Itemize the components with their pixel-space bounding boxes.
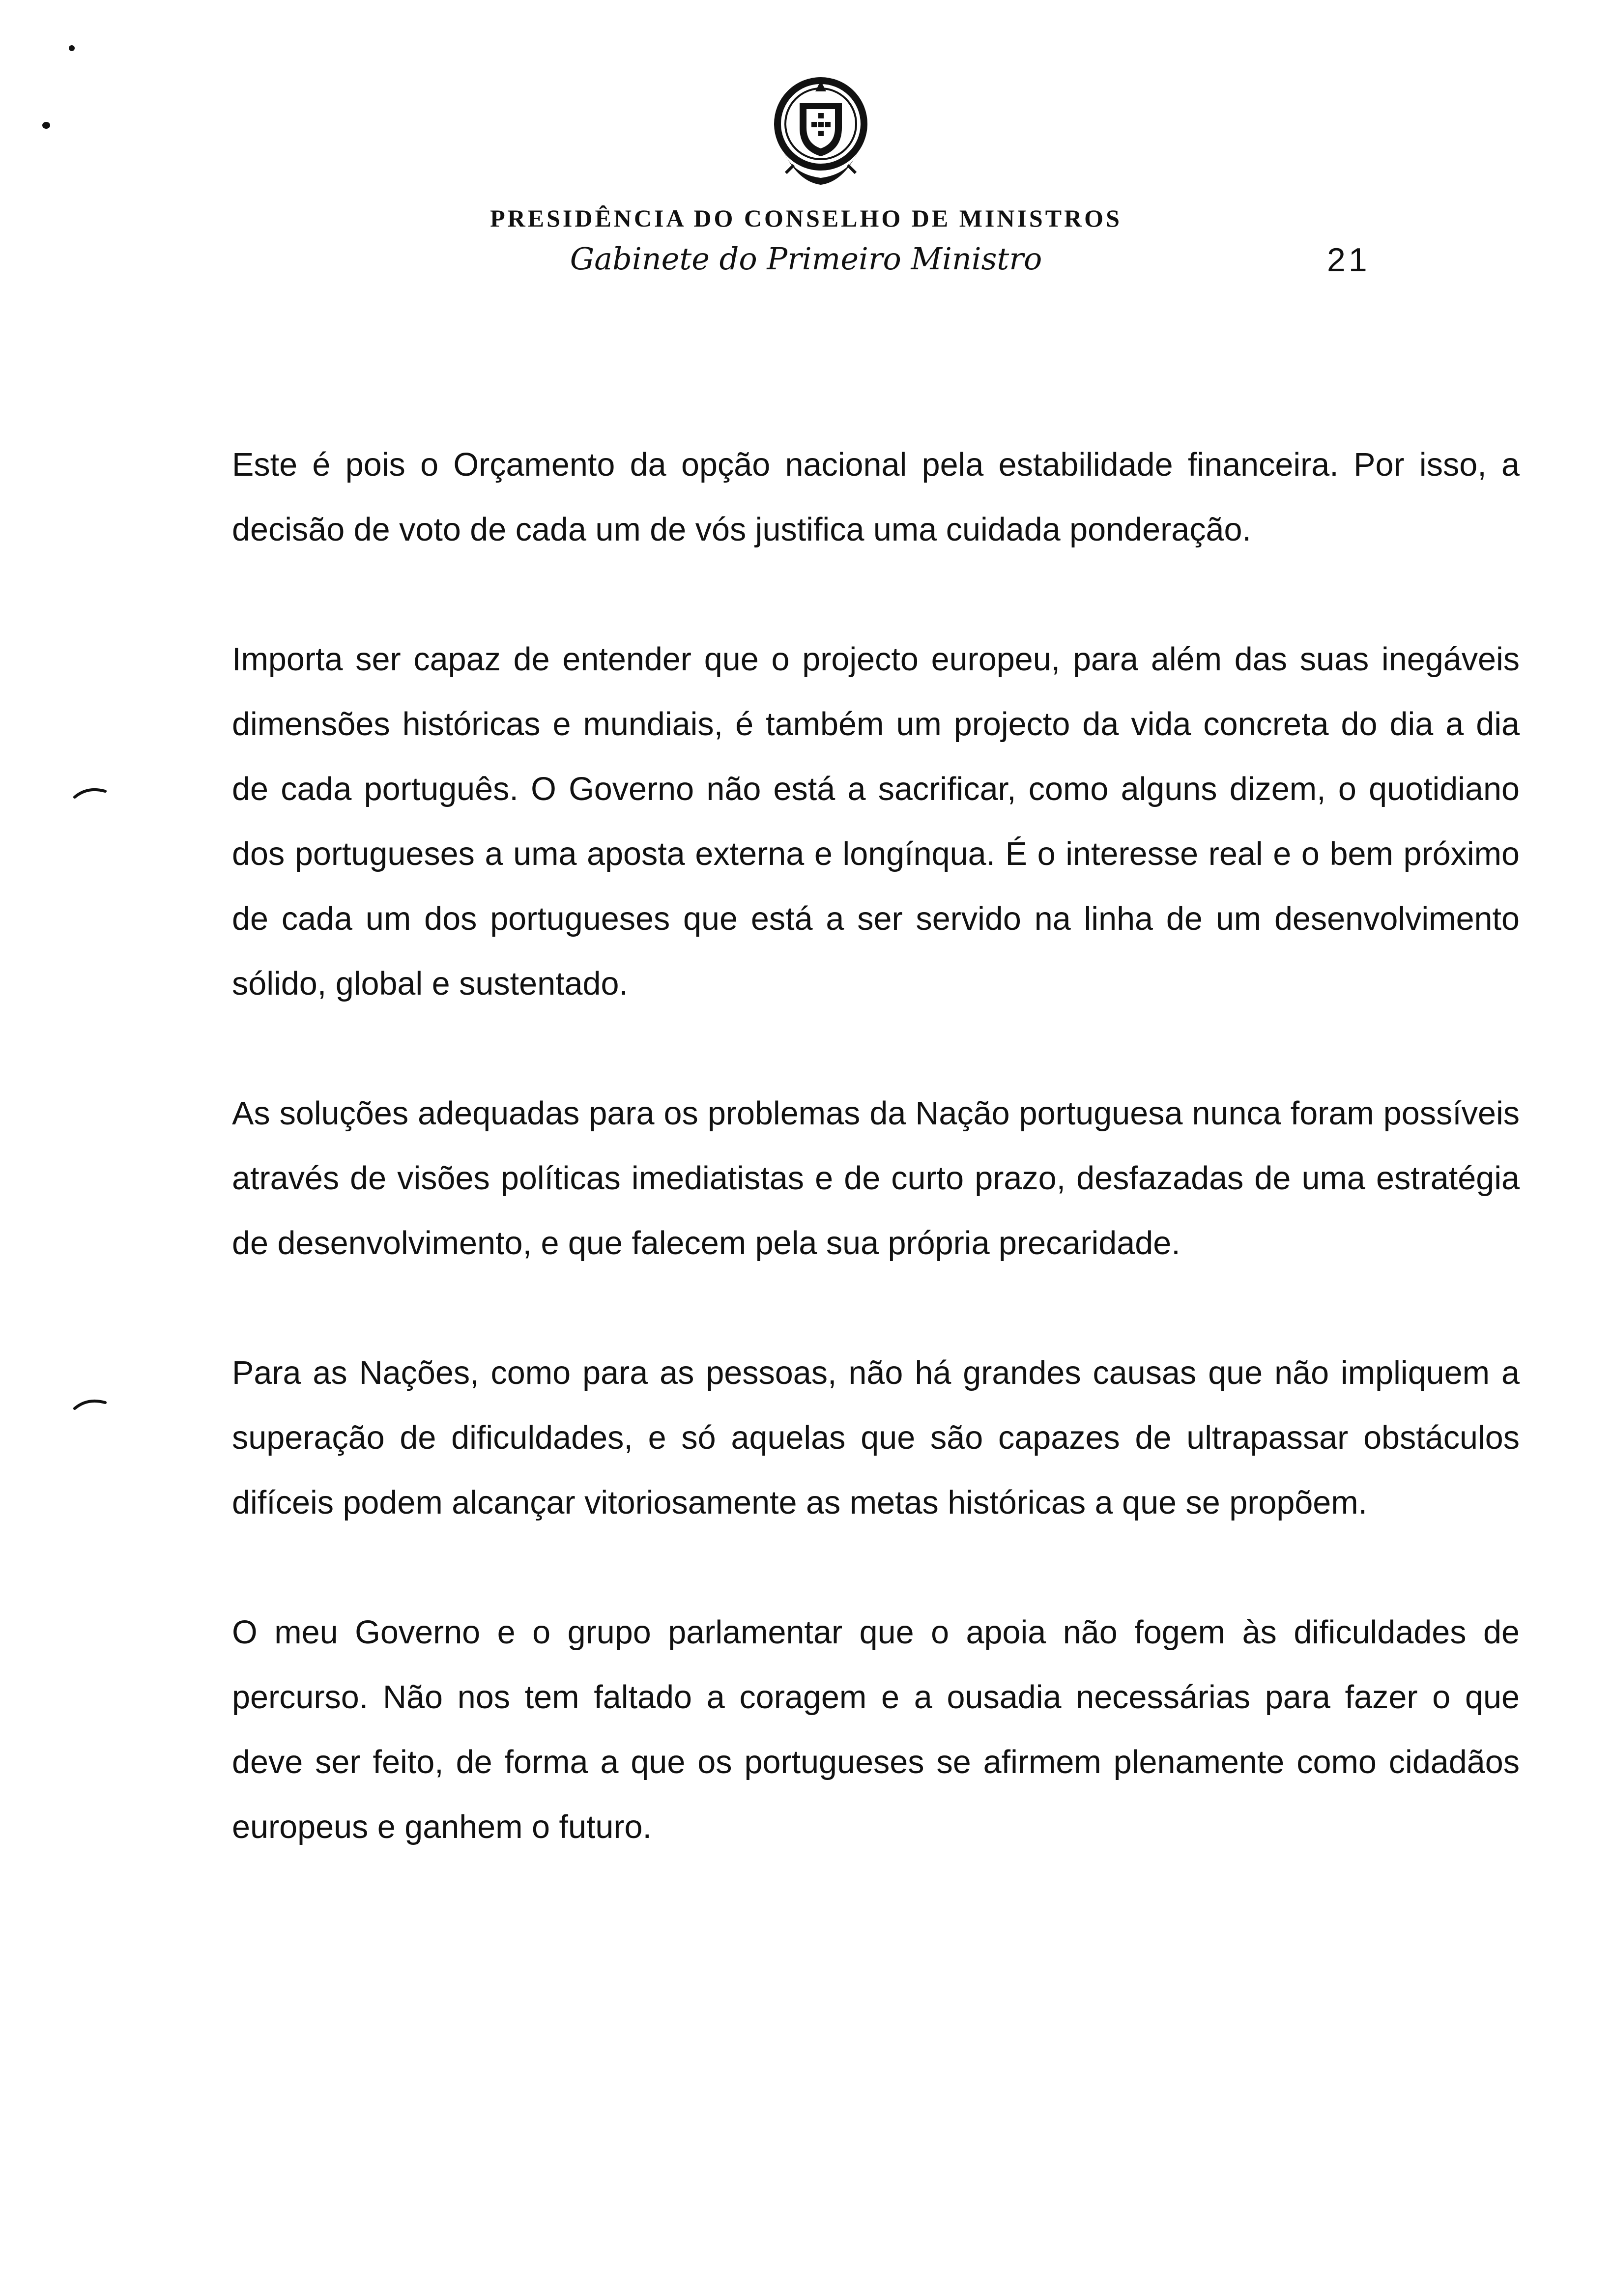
margin-mark-icon <box>73 1397 107 1411</box>
paragraph: O meu Governo e o grupo parlamentar que o apoia não fogem às dificuldades de percurso. Não nos tem faltado a coragem e a ousadia necessárias para fazer o que deve ser feito, de forma a que os portugueses se afirmem plenamente como cidadãos europeus e ganhem o futuro. <box>232 1614 1520 1845</box>
paragraph: Para as Nações, como para as pessoas, não há grandes causas que não impliquem a superação de dificuldades, e só aquelas que são capazes de ultrapassar obstáculos difíceis podem alcançar vitoriosamente as metas históricas a que se propõem. <box>232 1355 1520 1521</box>
office-name: Gabinete do Primeiro Ministro <box>570 241 1042 277</box>
margin-mark-icon <box>73 785 107 800</box>
institution-name: PRESIDÊNCIA DO CONSELHO DE MINISTROS <box>490 204 1122 232</box>
paragraph: Este é pois o Orçamento da opção nacional pela estabilidade financeira. Por isso, a decisão de voto de cada um de vós justifica uma cuidada ponderação. <box>232 447 1520 548</box>
paragraph: Importa ser capaz de entender que o projecto europeu, para além das suas inegáveis dimensões históricas e mundiais, é também um projecto da vida concreta do dia a dia de cada português. O Governo não está a sacrificar, como alguns dizem, o quotidiano dos portugueses a uma aposta externa e longínqua. É o interesse real e o bem próximo de cada um dos portugueses que está a ser servido na linha de um desenvolvimento sólido, global e sustentado. <box>232 641 1520 1002</box>
coat-of-arms-icon <box>764 69 877 192</box>
page-number: 21 <box>1327 241 1370 279</box>
paragraph: As soluções adequadas para os problemas da Nação portuguesa nunca foram possíveis através de visões políticas imediatistas e de curto prazo, desfazadas de uma estratégia de desenvolvimento, e que falecem pela sua própria precaridade. <box>232 1095 1520 1262</box>
scan-speck <box>42 122 50 129</box>
scan-speck <box>69 45 75 51</box>
document-body <box>232 432 1520 1860</box>
